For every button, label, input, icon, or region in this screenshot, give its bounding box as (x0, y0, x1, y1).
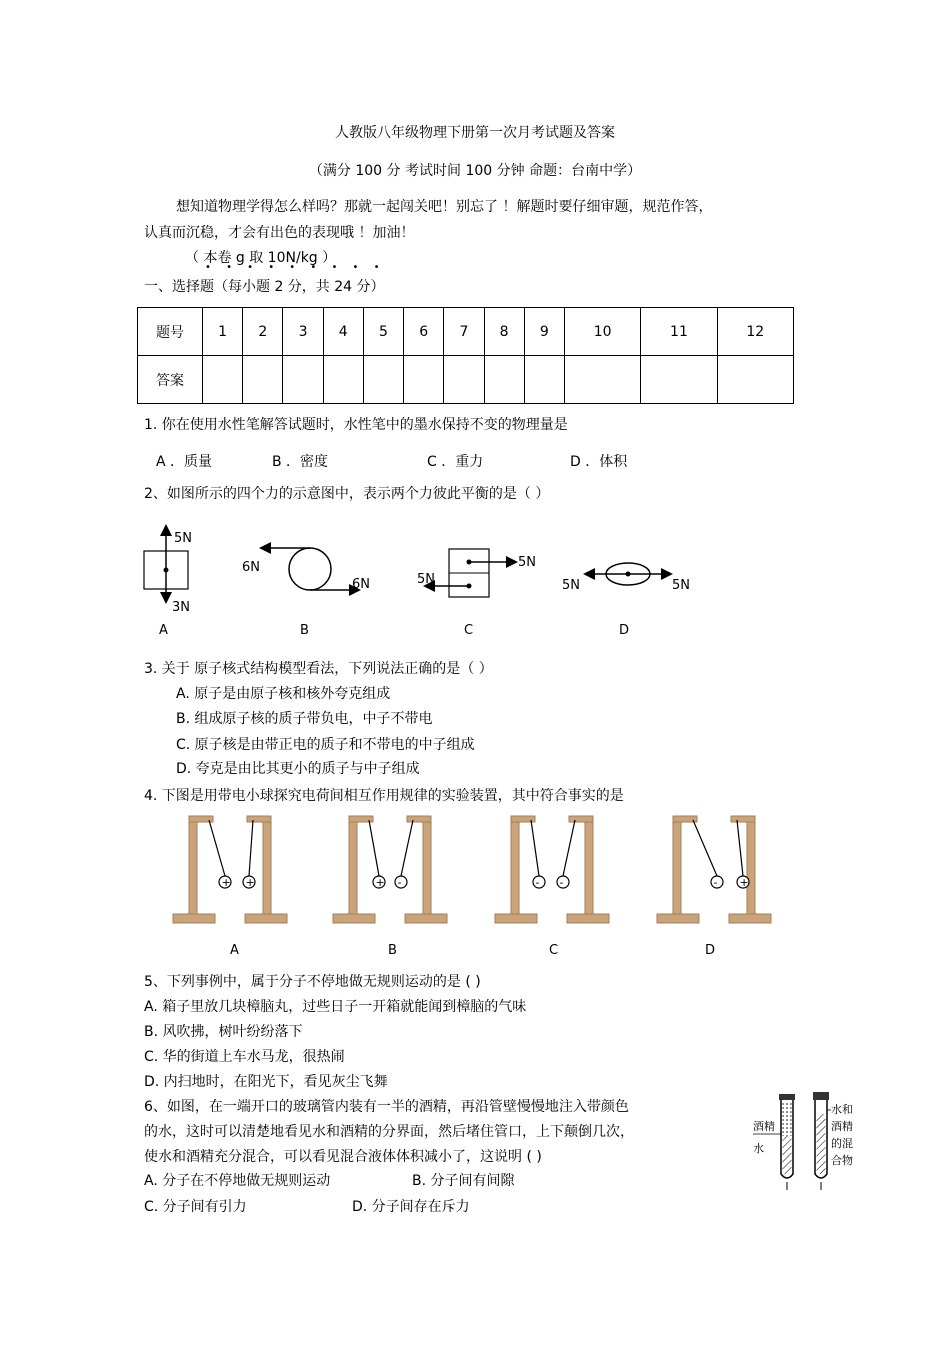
diagram-b (242, 548, 370, 638)
q3-option-c: C. 原子核是由带正电的质子和不带电的中子组成 (176, 737, 475, 753)
q1-stem: 1. 你在使用水性笔解答试题时，水性笔中的墨水保持不变的物理量是 (144, 417, 568, 433)
q4-stem: 4. 下图是用带电小球探究电荷间相互作用规律的实验装置，其中符合事实的是 (144, 788, 624, 804)
g-note: （ 本卷 g 取 10N/kg ） (185, 250, 337, 266)
charge-sign: + (245, 876, 255, 889)
answer-cell[interactable] (524, 356, 564, 404)
q1-option-b: B ．密度 (272, 454, 329, 470)
answer-cell[interactable] (564, 356, 640, 404)
label-mixture: 酒精 (831, 1120, 853, 1133)
pendulum-stand (173, 816, 287, 923)
q6-option-a: A. 分子在不停地做无规则运动 (144, 1173, 331, 1189)
table-cell: 5 (363, 308, 403, 356)
charge-sign: - (535, 876, 540, 889)
diagram-label-d: D (705, 943, 716, 958)
test-tube-left (753, 1094, 795, 1190)
label-mixture: 水和 (831, 1103, 853, 1116)
emphasis-dots: • • • • • • • • • (205, 262, 386, 273)
q3-option-d: D. 夸克是由比其更小的质子与中子组成 (176, 761, 420, 777)
table-cell: 4 (323, 308, 363, 356)
table-cell: 10 (564, 308, 640, 356)
q5-option-d: D. 内扫地时，在阳光下，看见灰尘飞舞 (144, 1074, 388, 1090)
q3-stem: 3. 关于 原子核式结构模型看法，下列说法正确的是（ ） (144, 661, 493, 677)
diagram-label-a: A (230, 943, 239, 958)
exam-info: （满分 100 分 考试时间 100 分钟 命题：台南中学） (308, 163, 642, 179)
answer-table (137, 307, 794, 404)
pendulum-stand (657, 816, 771, 923)
q6-line-3: 使水和酒精充分混合，可以看见混合液体体积减小了，这说明 ( ) (144, 1149, 542, 1165)
q5-option-a: A. 箱子里放几块樟脑丸，过些日子一开箱就能闻到樟脑的气味 (144, 999, 527, 1015)
section-1-heading: 一、选择题（每小题 2 分，共 24 分） (144, 279, 385, 295)
diagram-a (144, 527, 192, 638)
label-mixture: 合物 (831, 1154, 853, 1167)
table-cell: 9 (524, 308, 564, 356)
label-water: 水 (753, 1142, 764, 1155)
table-header-answer: 答案 (138, 356, 203, 404)
answer-cell[interactable] (404, 356, 444, 404)
q3-option-a: A. 原子是由原子核和核外夸克组成 (176, 686, 391, 702)
pendulum-stand (495, 816, 609, 923)
charge-sign: - (397, 876, 402, 889)
q1-option-d: D ．体积 (570, 454, 628, 470)
charge-sign: + (221, 876, 231, 889)
table-row (138, 356, 794, 404)
q3-option-b: B. 组成原子核的质子带负电，中子不带电 (176, 711, 433, 727)
answer-cell[interactable] (203, 356, 243, 404)
table-cell: 8 (484, 308, 524, 356)
table-header-number: 题号 (138, 308, 203, 356)
pendulum-stand (333, 816, 447, 923)
answer-cell[interactable] (243, 356, 283, 404)
diagram-label-d: D (619, 623, 630, 638)
table-cell: 12 (717, 308, 793, 356)
force-label: 5N (518, 555, 536, 570)
q6-option-d: D. 分子间存在斥力 (352, 1199, 470, 1215)
answer-cell[interactable] (641, 356, 717, 404)
force-label: 5N (174, 531, 192, 546)
q4-pendulum-diagrams (165, 808, 795, 960)
force-label: 5N (672, 578, 690, 593)
table-cell: 11 (641, 308, 717, 356)
answer-cell[interactable] (717, 356, 793, 404)
table-cell: 2 (243, 308, 283, 356)
force-label: 3N (172, 600, 190, 615)
diagram-label-a: A (159, 623, 168, 638)
charge-sign: + (375, 876, 385, 889)
force-label: 6N (242, 560, 260, 575)
table-cell: 1 (203, 308, 243, 356)
label-alcohol: 酒精 (753, 1120, 775, 1133)
q2-force-diagrams (130, 515, 720, 645)
table-cell: 3 (283, 308, 323, 356)
answer-cell[interactable] (283, 356, 323, 404)
charge-sign: + (739, 876, 749, 889)
force-label: 6N (352, 577, 370, 592)
answer-cell[interactable] (323, 356, 363, 404)
charge-sign: - (713, 876, 718, 889)
intro-line-2: 认真而沉稳，才会有出色的表现哦 ！加油！ (144, 225, 415, 241)
q1-option-a: A ．质量 (156, 454, 213, 470)
diagram-label-c: C (549, 943, 559, 958)
q1-option-c: C ．重力 (427, 454, 484, 470)
answer-cell[interactable] (484, 356, 524, 404)
table-row (138, 308, 794, 356)
q6-option-c: C. 分子间有引力 (144, 1199, 247, 1215)
answer-cell[interactable] (444, 356, 484, 404)
diagram-label-b: B (300, 623, 309, 638)
q5-option-c: C. 华的街道上车水马龙，很热闹 (144, 1049, 345, 1065)
q6-test-tube-figure (745, 1086, 865, 1196)
q5-option-b: B. 风吹拂，树叶纷纷落下 (144, 1024, 303, 1040)
table-cell: 6 (404, 308, 444, 356)
diagram-label-c: C (464, 623, 474, 638)
label-mixture: 的混 (831, 1137, 853, 1150)
test-tube-right (813, 1092, 853, 1190)
diagram-label-b: B (388, 943, 397, 958)
q6-line-2: 的水，这时可以清楚地看见水和酒精的分界面，然后堵住管口，上下颠倒几次， (144, 1124, 634, 1140)
q5-stem: 5、下列事例中，属于分子不停地做无规则运动的是 ( ) (144, 974, 481, 990)
q2-stem: 2、如图所示的四个力的示意图中，表示两个力彼此平衡的是（ ） (144, 486, 550, 502)
diagram-c (417, 549, 536, 638)
q6-line-1: 6、如图，在一端开口的玻璃管内装有一半的酒精，再沿管壁慢慢地注入带颜色 (144, 1099, 629, 1115)
q6-option-b: B. 分子间有间隙 (412, 1173, 515, 1189)
answer-cell[interactable] (363, 356, 403, 404)
table-cell: 7 (444, 308, 484, 356)
charge-sign: - (559, 876, 564, 889)
intro-line-1: 想知道物理学得怎么样吗？那就一起闯关吧！别忘了 ！解题时要仔细审题，规范作答， (176, 199, 713, 215)
page-title: 人教版八年级物理下册第一次月考试题及答案 (335, 125, 615, 141)
force-label: 5N (417, 572, 435, 587)
diagram-d (562, 563, 690, 638)
force-label: 5N (562, 578, 580, 593)
